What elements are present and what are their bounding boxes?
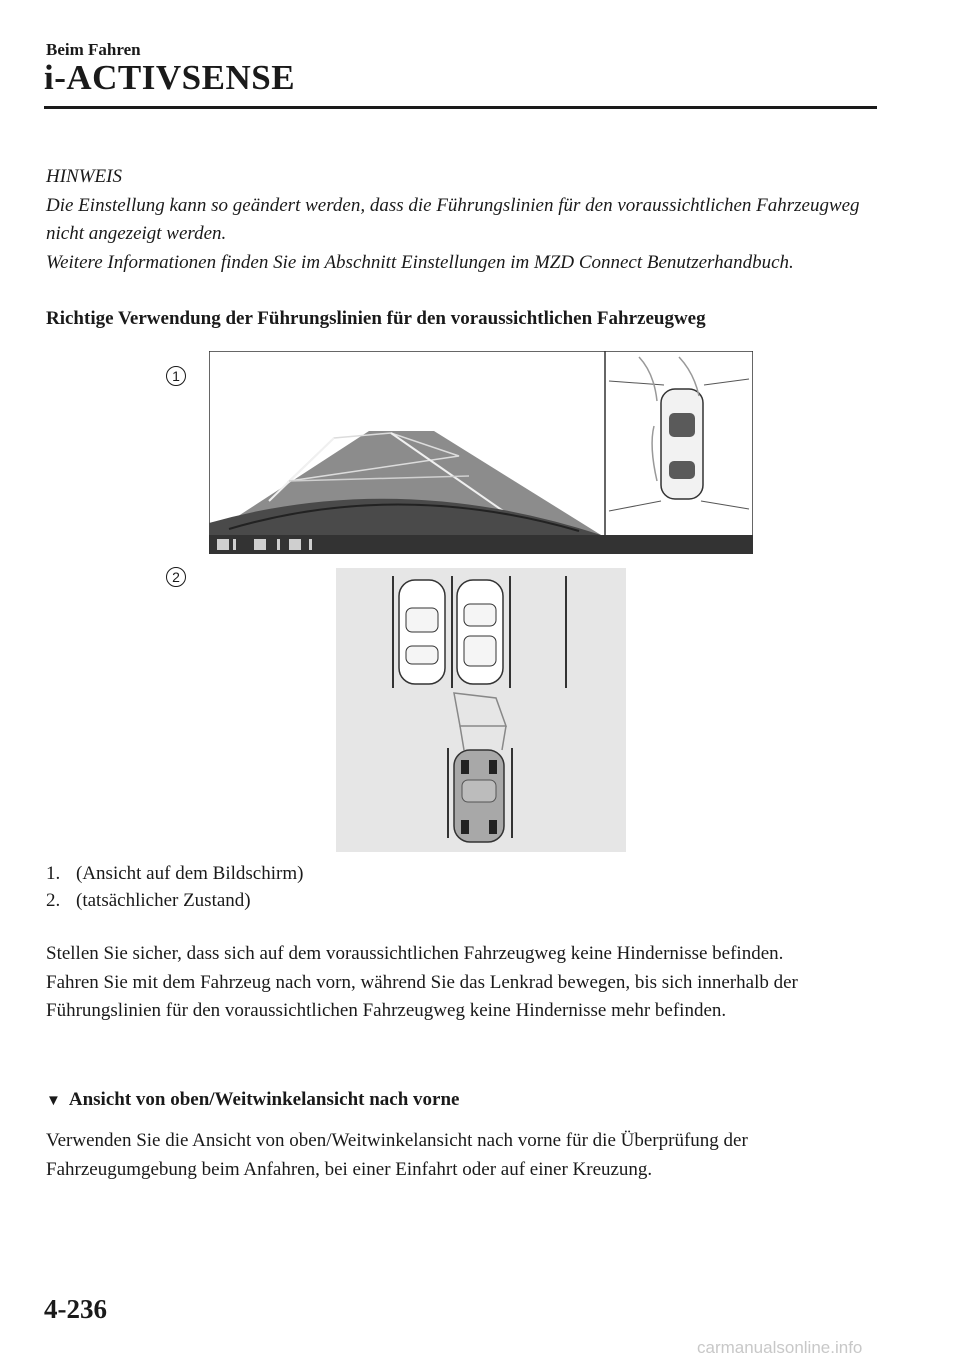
list-item: 2. (tatsächlicher Zustand) — [46, 890, 251, 911]
screen-view-illustration — [209, 351, 753, 554]
section-label: Beim Fahren — [46, 40, 141, 59]
section-heading: ▼ Ansicht von oben/Weitwinkelansicht nach vorne — [46, 1089, 460, 1110]
callout-1: 1 — [166, 366, 186, 386]
note-paragraph-1: Die Einstellung kann so geändert werden, dass die Führungslinien für den voraussichtlichen Fahrzeugweg nicht angezeigt werden. — [46, 194, 860, 244]
subheading: Richtige Verwendung der Führungslinien für den voraussichtlichen Fahrzeugweg — [46, 308, 706, 329]
triangle-marker-icon: ▼ — [46, 1093, 61, 1109]
note-paragraph-2: Weitere Informationen finden Sie im Abschnitt Einstellungen im MZD Connect Benutzerhandbuch. — [46, 251, 794, 273]
body-paragraph-2: Fahren Sie mit dem Fahrzeug nach vorn, während Sie das Lenkrad bewegen, bis sich innerhalb der Führungslinien für den voraussichtlichen Fahrzeugweg keine Hindernisse mehr befinden. — [46, 971, 798, 1021]
note-heading: HINWEIS — [46, 166, 122, 187]
list-item: 1. (Ansicht auf dem Bildschirm) — [46, 863, 304, 884]
header-divider — [44, 106, 877, 109]
chapter-title: i-ACTIVSENSE — [44, 58, 296, 97]
callout-2: 2 — [166, 567, 186, 587]
page-number: 4-236 — [44, 1294, 107, 1324]
watermark: carmanualsonline.info — [697, 1338, 863, 1357]
body-text — [46, 940, 876, 1026]
figure-legend — [46, 860, 303, 914]
actual-situation-illustration — [336, 568, 626, 852]
note-box — [46, 163, 866, 277]
body-paragraph-1: Stellen Sie sicher, dass sich auf dem voraussichtlichen Fahrzeugweg keine Hindernisse befinden. — [46, 943, 784, 964]
section-body: Verwenden Sie die Ansicht von oben/Weitwinkelansicht nach vorne für die Überprüfung der Fahrzeugumgebung beim Anfahren, bei einer Einfahrt oder auf einer Kreuzung. — [46, 1130, 748, 1180]
